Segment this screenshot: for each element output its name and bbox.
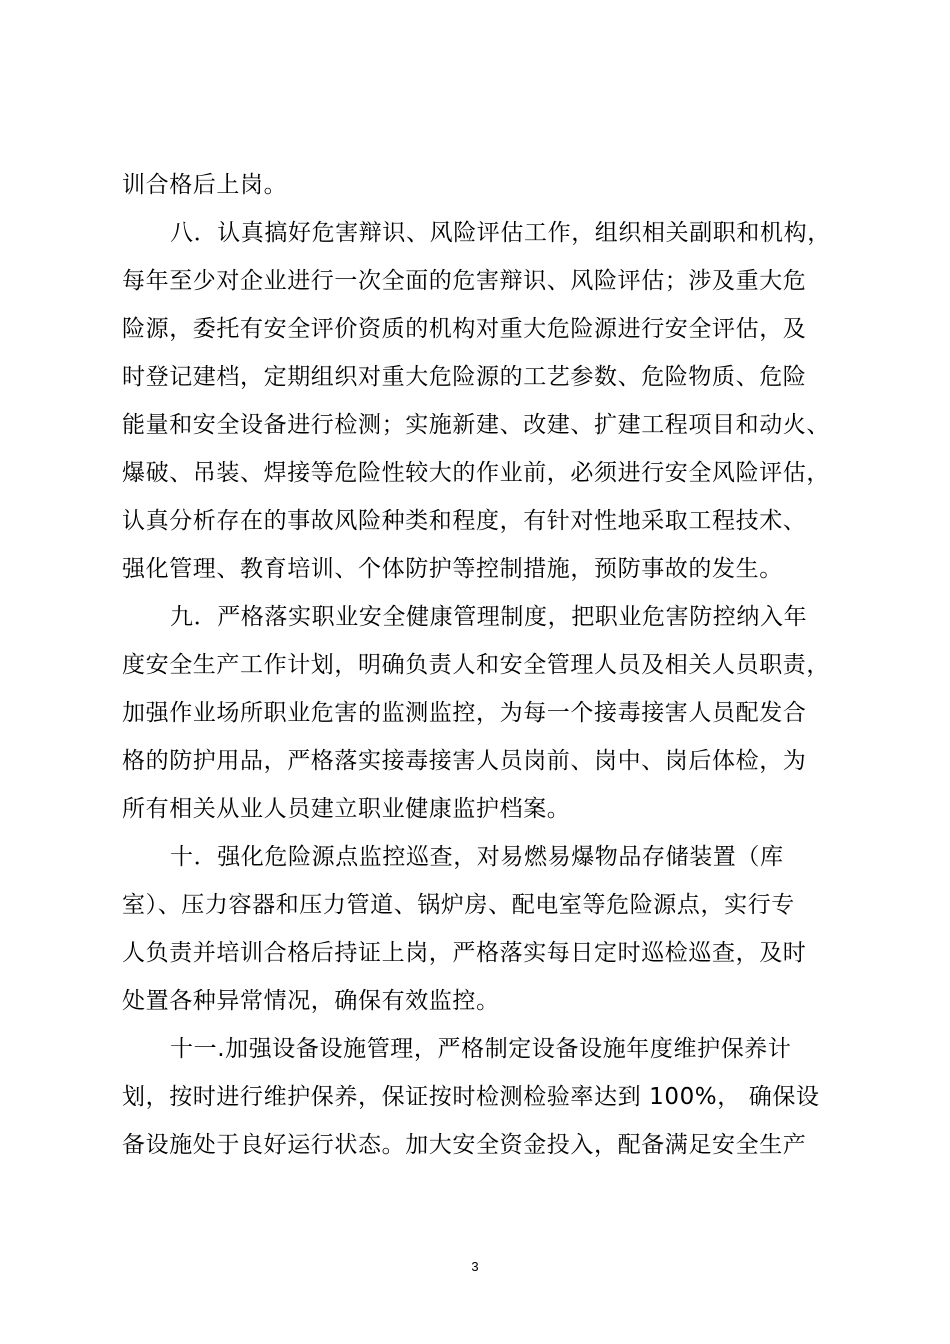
paragraph-line: 十一.加强设备设施管理，严格制定设备设施年度维护保养计 xyxy=(170,1036,792,1062)
paragraph-line: 爆破、吊装、焊接等危险性较大的作业前，必须进行安全风险评估， xyxy=(122,460,830,486)
paragraph-line: 九．严格落实职业安全健康管理制度，把职业危害防控纳入年 xyxy=(170,604,808,630)
paragraph-line: 八．认真搞好危害辩识、风险评估工作，组织相关副职和机构， xyxy=(170,220,831,246)
paragraph-line: 十．强化危险源点监控巡查，对易燃易爆物品存储装置（库 xyxy=(170,844,784,870)
paragraph-line: 训合格后上岗。 xyxy=(122,172,288,198)
paragraph-line: 强化管理、教育培训、个体防护等控制措施，预防事故的发生。 xyxy=(122,556,783,582)
paragraph-line: 所有相关从业人员建立职业健康监护档案。 xyxy=(122,796,571,822)
paragraph-line: 处置各种异常情况，确保有效监控。 xyxy=(122,988,500,1014)
paragraph-line: 加强作业场所职业危害的监测监控，为每一个接毒接害人员配发合 xyxy=(122,700,807,726)
paragraph-line: 险源，委托有安全评价资质的机构对重大危险源进行安全评估，及 xyxy=(122,316,807,342)
paragraph-line: 每年至少对企业进行一次全面的危害辩识、风险评估；涉及重大危 xyxy=(122,268,807,294)
paragraph-line: 认真分析存在的事故风险种类和程度，有针对性地采取工程技术、 xyxy=(122,508,807,534)
paragraph-line: 室）、压力容器和压力管道、锅炉房、配电室等危险源点，实行专 xyxy=(122,892,795,918)
paragraph-line: 格的防护用品，严格落实接毒接害人员岗前、岗中、岗后体检，为 xyxy=(122,748,807,774)
paragraph-line: 人负责并培训合格后持证上岗，严格落实每日定时巡检巡查，及时 xyxy=(122,940,807,966)
paragraph-line: 备设施处于良好运行状态。加大安全资金投入，配备满足安全生产 xyxy=(122,1132,807,1158)
paragraph-line: 划，按时进行维护保养，保证按时检测检验率达到 100%， 确保设 xyxy=(122,1084,820,1110)
page-number: 3 xyxy=(471,1259,479,1274)
paragraph-line: 能量和安全设备进行检测；实施新建、改建、扩建工程项目和动火、 xyxy=(122,412,830,438)
paragraph-line: 时登记建档，定期组织对重大危险源的工艺参数、危险物质、危险 xyxy=(122,364,807,390)
paragraph-line: 度安全生产工作计划，明确负责人和安全管理人员及相关人员职责， xyxy=(122,652,830,678)
